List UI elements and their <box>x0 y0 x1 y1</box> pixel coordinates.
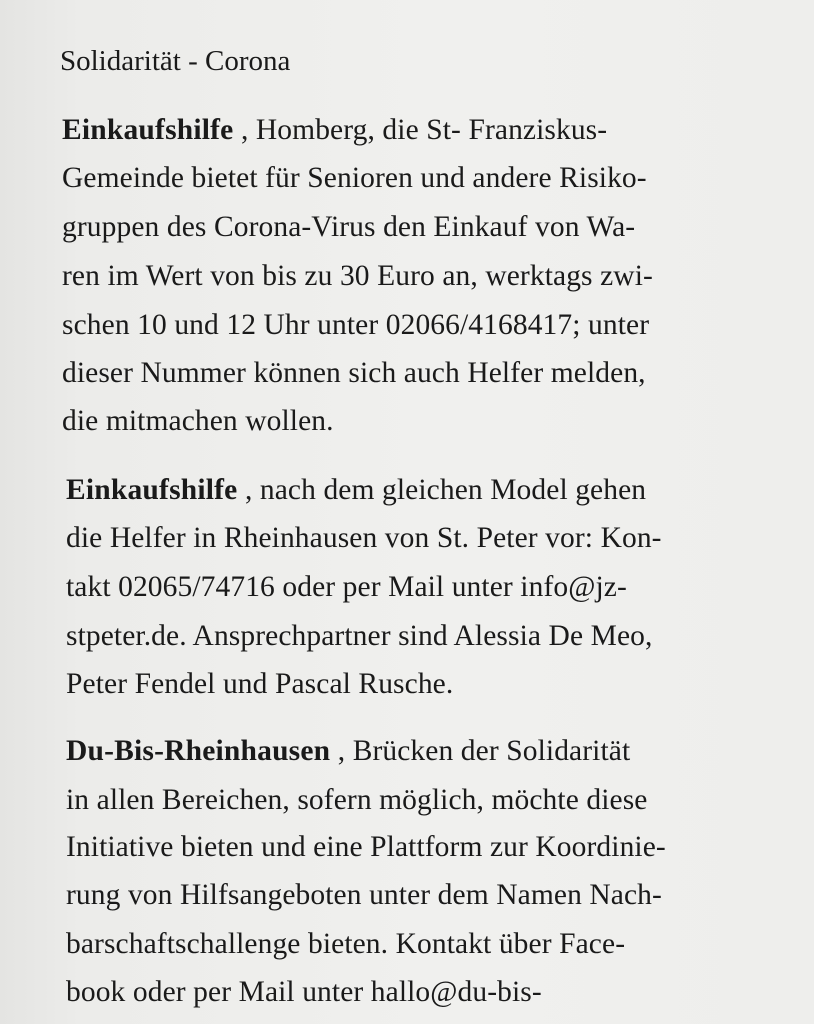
page-title: Solidarität - Corona <box>60 45 291 77</box>
paragraph-line: stpeter.de. Ansprechpartner sind Alessia De Meo, <box>66 620 653 652</box>
paragraph-line: rung von Hilfsangeboten unter dem Namen Nach- <box>66 879 662 911</box>
paragraph-line-text: , Homberg, die St- Franziskus- <box>233 114 608 146</box>
paragraph-line: ren im Wert von bis zu 30 Euro an, werktags zwi- <box>62 260 653 292</box>
paragraph-line: barschaftschallenge bieten. Kontakt über Face- <box>66 928 626 960</box>
paragraph-line-text: , nach dem gleichen Model gehen <box>237 474 647 506</box>
paragraph-line: Gemeinde bietet für Senioren und andere Risiko- <box>62 162 647 194</box>
paragraph-line: Peter Fendel und Pascal Rusche. <box>66 668 454 700</box>
paragraph-line: in allen Bereichen, sofern möglich, möchte diese <box>66 784 648 816</box>
paragraph-line <box>62 110 607 150</box>
paragraph-line: Initiative bieten und eine Plattform zur Koordinie- <box>66 831 666 863</box>
paragraph-line: takt 02065/74716 oder per Mail unter info@jz- <box>66 571 627 603</box>
paragraph-keyword: Einkaufshilfe <box>62 114 234 146</box>
paragraph-keyword: Einkaufshilfe <box>66 474 238 506</box>
paragraph-line <box>66 731 630 771</box>
paragraph-line: dieser Nummer können sich auch Helfer melden, <box>62 357 646 389</box>
paragraph-line: die Helfer in Rheinhausen von St. Peter vor: Kon- <box>66 522 662 554</box>
paragraph-line: die mitmachen wollen. <box>62 405 334 437</box>
paragraph-line-text: , Brücken der Solidarität <box>330 735 631 767</box>
paragraph-line: schen 10 und 12 Uhr unter 02066/4168417; unter <box>62 309 650 341</box>
paragraph-keyword: Du-Bis-Rheinhausen <box>66 735 331 767</box>
paragraph-line <box>66 470 646 510</box>
paragraph-line: gruppen des Corona-Virus den Einkauf von Wa- <box>62 211 636 243</box>
paragraph-line: book oder per Mail unter hallo@du-bis- <box>66 976 542 1008</box>
